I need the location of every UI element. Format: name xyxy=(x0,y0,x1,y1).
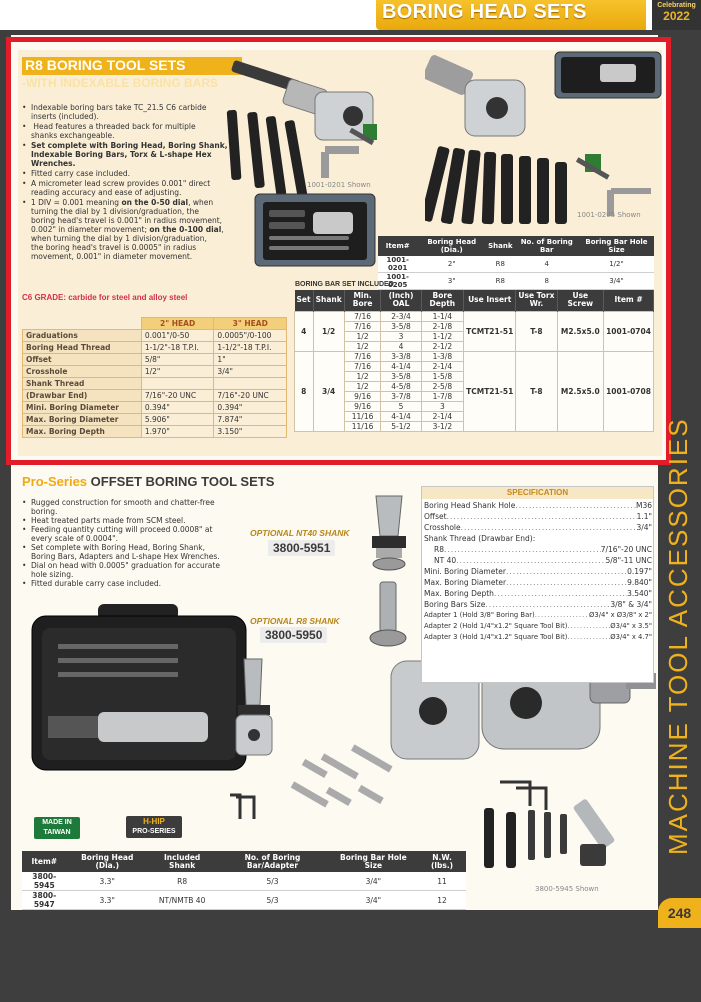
optional-nt40-number: 3800-5951 xyxy=(268,540,335,556)
table-cell: 8 xyxy=(514,273,578,290)
column-header: 2" HEAD xyxy=(141,318,214,330)
table-cell: 3-5/8 xyxy=(381,321,421,331)
list-item: • Set complete with Boring Head, Boring Shank, Boring Bars, Adapters and L-shape Hex Wrenches. xyxy=(22,543,247,561)
column-header: Shank xyxy=(313,290,344,311)
table-cell: 3 xyxy=(421,401,464,411)
page-number: 248 xyxy=(658,898,701,928)
spec-key: Max. Boring Diameter xyxy=(424,578,507,587)
caption-1001-0205: 1001-0205 Shown xyxy=(577,211,641,219)
spec-value: Ø3/4" x 3.5" xyxy=(610,622,652,630)
table-row xyxy=(295,311,654,321)
table-cell: 4 xyxy=(381,341,421,351)
page-title: BORING HEAD SETS xyxy=(382,1,587,23)
table-cell: 0.0005"/0-100 xyxy=(214,330,287,342)
column-header: Boring Bar Hole Size xyxy=(579,236,654,256)
column-header: Boring Head (Dia.) xyxy=(67,851,148,872)
table-row xyxy=(22,891,466,910)
table-cell: 5/8" xyxy=(141,354,214,366)
column-header: Use Screw xyxy=(557,290,604,311)
table-row xyxy=(23,378,287,390)
table-cell: 1-1/2 xyxy=(421,331,464,341)
logo-series: PRO-SERIES xyxy=(132,828,176,835)
spec-key: Offset xyxy=(424,512,447,521)
table-cell: 2-1/2 xyxy=(421,341,464,351)
table-row xyxy=(378,256,654,273)
table-cell: 8 xyxy=(295,351,314,431)
spec-value: 0.197" xyxy=(627,567,652,576)
table-cell: 1-7/8 xyxy=(421,391,464,401)
table-cell: 1/2" xyxy=(579,256,654,273)
table-cell: 3/4 xyxy=(313,351,344,431)
spec-key: NT 40 xyxy=(434,556,457,565)
side-category-text: MACHINE TOOL ACCESSORIES xyxy=(663,417,693,855)
table-cell: 7.874" xyxy=(214,414,287,426)
spec-line xyxy=(424,599,652,610)
table-cell: 4-5/8 xyxy=(381,381,421,391)
table-row xyxy=(23,402,287,414)
r8-case-illustration xyxy=(253,190,379,270)
table-cell: 2-1/4 xyxy=(421,411,464,421)
row-label: (Drawbar End) xyxy=(23,390,142,402)
table-cell: 4-1/4 xyxy=(381,411,421,421)
row-label: Boring Head Thread xyxy=(23,342,142,354)
table-cell: 3800-5947 xyxy=(22,891,67,910)
table-row xyxy=(23,414,287,426)
table-cell: 4 xyxy=(295,311,314,351)
table-cell: 4 xyxy=(514,256,578,273)
row-label: Shank Thread xyxy=(23,378,142,390)
table-cell: NT/NMTB 40 xyxy=(148,891,216,910)
spec-leader xyxy=(494,588,627,599)
table-cell: T-8 xyxy=(516,351,557,431)
table-cell: 7/16"-20 UNC xyxy=(141,390,214,402)
c6-grade-note: C6 GRADE: carbide for steel and alloy steel xyxy=(22,293,188,302)
column-header: Min. Bore xyxy=(344,290,381,311)
table-cell: 3" xyxy=(417,273,486,290)
spec-key: Adapter 1 (Hold 3/8" Boring Bar) xyxy=(424,611,535,619)
spec-value: 7/16"-20 UNC xyxy=(600,545,652,554)
list-item: • 1 DIV = 0.001 meaning on the 0-50 dial, when turning the dial by 1 division/graduation, the boring head's travel is 0.001" in radius movement, 0.002" in diameter movement; on the 0-100 dial, when turning the dial by 1 division/graduation, the boring head's travel is 0.0005" in radius movement, 0.001" in diameter movement. xyxy=(22,198,230,261)
column-header: Boring Bar Hole Size xyxy=(329,851,418,872)
spec-line xyxy=(424,588,652,599)
table-row xyxy=(23,330,287,342)
column-header: No. of Boring Bar xyxy=(514,236,578,256)
table-cell: 3800-5945 xyxy=(22,872,67,891)
spec-line xyxy=(424,511,652,522)
spec-value: Ø3/4" x Ø3/8" x 2" xyxy=(589,611,652,619)
list-item: • Dial on head with 0.0005" graduation for accurate hole sizing. xyxy=(22,561,247,579)
pro-series-title xyxy=(22,474,282,492)
row-label: Offset xyxy=(23,354,142,366)
pro-components-illustration xyxy=(230,655,402,830)
table-cell xyxy=(214,378,287,390)
table-cell: 3.3" xyxy=(67,872,148,891)
spec-line xyxy=(424,610,652,621)
table-cell: M2.5x5.0 xyxy=(557,351,604,431)
spec-key: Max. Boring Depth xyxy=(424,589,494,598)
r8-feature-list xyxy=(22,103,230,262)
table-row xyxy=(22,872,466,891)
spec-leader xyxy=(535,610,589,621)
table-cell: 1-1/2"-18 T.P.I. xyxy=(141,342,214,354)
badge-year: 2022 xyxy=(663,9,690,23)
column-header: Boring Head (Dia.) xyxy=(417,236,486,256)
table-cell: 12 xyxy=(418,891,466,910)
table-cell: 3.150" xyxy=(214,426,287,438)
table-cell: 2-5/8 xyxy=(421,381,464,391)
table-cell: 7/16 xyxy=(344,351,381,361)
spec-key: Crosshole xyxy=(424,523,461,532)
spec-value: Ø3/4" x 4.7" xyxy=(610,633,652,641)
table-cell: 3/4" xyxy=(329,891,418,910)
head-spec-table xyxy=(22,317,287,438)
pro-boring-bars-illustration xyxy=(476,778,648,880)
spec-line xyxy=(424,522,652,533)
table-cell: 3/4" xyxy=(214,366,287,378)
table-cell: 9/16 xyxy=(344,391,381,401)
table-cell: R8 xyxy=(148,872,216,891)
row-label: Max. Boring Diameter xyxy=(23,414,142,426)
spec-key: Adapter 3 (Hold 1/4"x1.2" Square Tool Bit) xyxy=(424,633,568,641)
table-cell: 1001-0205 xyxy=(378,273,417,290)
table-cell: 2-1/4 xyxy=(421,361,464,371)
column-header: Use Torx Wr. xyxy=(516,290,557,311)
table-cell: 2" xyxy=(417,256,486,273)
column-header xyxy=(23,318,142,330)
list-item: • Head features a threaded back for multiple shanks exchangeable. xyxy=(22,122,230,140)
badge-line-1: MADE IN xyxy=(42,819,72,826)
table-cell: 5.906" xyxy=(141,414,214,426)
spec-key: Boring Head Shank Hole xyxy=(424,501,516,510)
table-cell: 4-1/4 xyxy=(381,361,421,371)
table-cell: 1-5/8 xyxy=(421,371,464,381)
list-item: • Rugged construction for smooth and chatter-free boring. xyxy=(22,498,247,516)
spec-value: 3/8" & 3/4" xyxy=(610,600,652,609)
table-cell: 1/2" xyxy=(141,366,214,378)
table-cell: 3-7/8 xyxy=(381,391,421,401)
anniversary-badge xyxy=(652,0,701,30)
table-cell: 1/2 xyxy=(344,371,381,381)
table-cell: 3/4" xyxy=(329,872,418,891)
spec-line xyxy=(434,555,652,566)
spec-key: Shank Thread (Drawbar End): xyxy=(424,534,536,543)
table-cell: 1-1/2"-18 T.P.I. xyxy=(214,342,287,354)
table-cell: 3 xyxy=(381,331,421,341)
column-header: Bore Depth xyxy=(421,290,464,311)
optional-r8-number: 3800-5950 xyxy=(260,627,327,643)
column-header: Shank xyxy=(486,236,514,256)
pro-series-logo xyxy=(126,816,182,838)
list-item: • Feeding quantity cutting will proceed 0.0008" at every scale of 0.0004". xyxy=(22,525,247,543)
table-cell: 1001-0201 xyxy=(378,256,417,273)
optional-r8-label: OPTIONAL R8 SHANK xyxy=(250,616,340,626)
table-cell: 5-1/2 xyxy=(381,421,421,431)
table-cell: 1.970" xyxy=(141,426,214,438)
column-header: Use Insert xyxy=(464,290,516,311)
table-cell: 3.3" xyxy=(67,891,148,910)
spec-line xyxy=(424,533,652,544)
boring-bar-set-table xyxy=(294,290,654,432)
list-item: • Indexable boring bars take TC_21.5 C6 carbide inserts (included). xyxy=(22,103,230,121)
caption-1001-0201: 1001-0201 Shown xyxy=(307,181,371,189)
table-cell: 2-3/4 xyxy=(381,311,421,321)
table-cell: TCMT21-51 xyxy=(464,311,516,351)
spec-line xyxy=(424,577,652,588)
spec-leader xyxy=(447,511,637,522)
optional-shanks-illustration xyxy=(362,492,416,652)
table-row xyxy=(23,342,287,354)
table-row xyxy=(23,366,287,378)
column-header: Included Shank xyxy=(148,851,216,872)
table-cell: T-8 xyxy=(516,311,557,351)
pro-series-title-brand: Pro-Series xyxy=(22,474,88,489)
table-cell: 9/16 xyxy=(344,401,381,411)
pro-series-model-table xyxy=(22,851,466,910)
table-cell: 1/2 xyxy=(344,341,381,351)
table-cell: 5 xyxy=(381,401,421,411)
spec-value: 9.840" xyxy=(627,578,652,587)
table-row xyxy=(23,354,287,366)
row-label: Graduations xyxy=(23,330,142,342)
spec-line xyxy=(424,621,652,632)
spec-leader xyxy=(506,577,627,588)
table-row xyxy=(295,351,654,361)
column-header: (Inch) OAL xyxy=(381,290,421,311)
table-cell: 1/2 xyxy=(313,311,344,351)
row-label: Crosshole xyxy=(23,366,142,378)
table-cell: 1-3/8 xyxy=(421,351,464,361)
spec-line xyxy=(434,544,652,555)
spec-leader xyxy=(515,500,636,511)
table-cell: 7/16 xyxy=(344,311,381,321)
specification-title: SPECIFICATION xyxy=(422,487,653,499)
table-cell: 2-1/8 xyxy=(421,321,464,331)
spec-value: 5/8"-11 UNC xyxy=(605,556,652,565)
column-header: Item# xyxy=(378,236,417,256)
table-cell: R8 xyxy=(486,273,514,290)
spec-leader xyxy=(567,621,610,632)
spec-leader xyxy=(567,632,610,643)
table-cell: 0.001"/0-50 xyxy=(141,330,214,342)
table-cell: 11/16 xyxy=(344,411,381,421)
boring-bar-set-caption: BORING BAR SET INCLUDED xyxy=(295,281,394,288)
column-header: Item# xyxy=(22,851,67,872)
spec-value: 3/4" xyxy=(636,523,652,532)
badge-word: Celebrating xyxy=(657,2,696,9)
list-item: • Heat treated parts made from SCM steel. xyxy=(22,516,247,525)
table-row xyxy=(23,390,287,402)
table-cell: 5/3 xyxy=(216,872,328,891)
spec-key: Mini. Boring Diameter xyxy=(424,567,506,576)
spec-leader xyxy=(456,555,605,566)
spec-value: 3.540" xyxy=(627,589,652,598)
table-cell: 0.394" xyxy=(214,402,287,414)
list-item: • Fitted durable carry case included. xyxy=(22,579,247,588)
spec-leader xyxy=(506,566,627,577)
pro-case-illustration xyxy=(28,604,250,774)
table-cell: 3-5/8 xyxy=(381,371,421,381)
spec-line xyxy=(424,632,652,643)
spec-key: R8 xyxy=(434,545,444,554)
table-cell: 1/2 xyxy=(344,381,381,391)
table-cell: 0.394" xyxy=(141,402,214,414)
table-cell: 11 xyxy=(418,872,466,891)
table-cell xyxy=(141,378,214,390)
row-label: Max. Boring Depth xyxy=(23,426,142,438)
spec-value: M36 xyxy=(635,501,652,510)
table-cell: 5/3 xyxy=(216,891,328,910)
table-cell: 1001-0704 xyxy=(604,311,654,351)
table-cell: 7/16 xyxy=(344,321,381,331)
spec-key: Boring Bars Size xyxy=(424,600,486,609)
table-cell: 7/16 xyxy=(344,361,381,371)
table-cell: 3-3/8 xyxy=(381,351,421,361)
table-cell: TCMT21-51 xyxy=(464,351,516,431)
spec-key: Adapter 2 (Hold 1/4"x1.2" Square Tool Bit) xyxy=(424,622,568,630)
table-row xyxy=(23,426,287,438)
spec-line xyxy=(424,566,652,577)
made-in-taiwan-badge xyxy=(34,817,80,839)
table-cell: 11/16 xyxy=(344,421,381,431)
optional-nt40-label: OPTIONAL NT40 SHANK xyxy=(250,528,350,538)
column-header: 3" HEAD xyxy=(214,318,287,330)
list-item: • A micrometer lead screw provides 0.001" direct reading accuracy and ease of adjusting. xyxy=(22,179,230,197)
table-cell: 1/2 xyxy=(344,331,381,341)
spec-leader xyxy=(485,599,610,610)
pro-series-title-rest: OFFSET BORING TOOL SETS xyxy=(87,474,275,489)
logo-brand: H-HIP xyxy=(143,817,165,826)
table-cell: 1" xyxy=(214,354,287,366)
list-item: • Set complete with Boring Head, Boring Shank, Indexable Boring Bars, Torx & L-shape Hex Wrenches. xyxy=(22,141,230,168)
table-cell: 7/16"-20 UNC xyxy=(214,390,287,402)
spec-line xyxy=(424,500,652,511)
column-header: Item # xyxy=(604,290,654,311)
row-label: Mini. Boring Diameter xyxy=(23,402,142,414)
spec-value: 1.1" xyxy=(636,512,652,521)
column-header: N.W. (lbs.) xyxy=(418,851,466,872)
badge-line-2: TAIWAN xyxy=(43,829,71,836)
spec-leader xyxy=(461,522,637,533)
column-header: No. of Boring Bar/Adapter xyxy=(216,851,328,872)
side-category-label xyxy=(660,355,696,855)
column-header: Set xyxy=(295,290,314,311)
table-cell: 3/4" xyxy=(579,273,654,290)
r8-3in-set-illustration xyxy=(425,50,663,225)
table-cell: 1001-0708 xyxy=(604,351,654,431)
table-cell: 3-1/2 xyxy=(421,421,464,431)
pro-feature-list xyxy=(22,498,247,588)
spec-leader xyxy=(444,544,601,555)
table-cell: 1-1/4 xyxy=(421,311,464,321)
table-cell: M2.5x5.0 xyxy=(557,311,604,351)
r8-section-subtitle: -WITH INDEXABLE BORING BARS xyxy=(22,76,218,90)
caption-3800-5945: 3800-5945 Shown xyxy=(535,885,599,893)
table-cell: R8 xyxy=(486,256,514,273)
list-item: • Fitted carry case included. xyxy=(22,169,230,178)
r8-section-title: R8 BORING TOOL SETS xyxy=(22,57,242,75)
